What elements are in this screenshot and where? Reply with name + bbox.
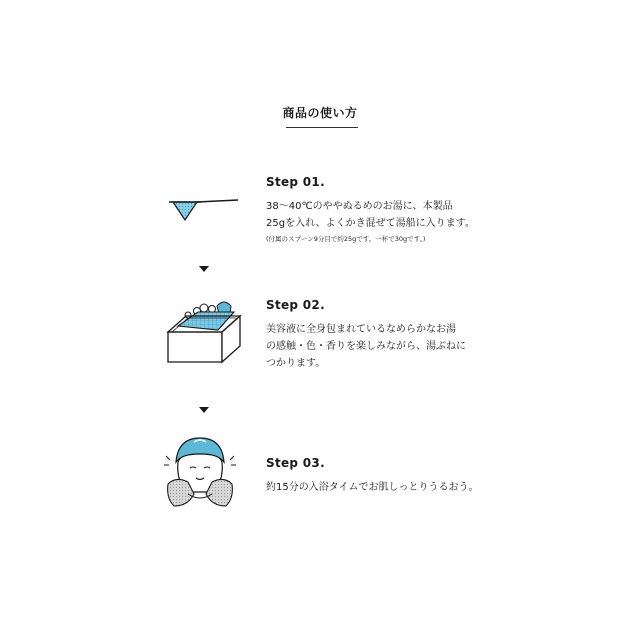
step-text-line: の感触・色・香りを楽しみながら、湯ぶねに [266, 341, 466, 352]
step-text-line: 約15分の入浴タイムでお肌しっとりうるおう。 [266, 482, 479, 493]
step-text-line: 38〜40℃のややぬるめのお湯に、本製品 [266, 201, 453, 212]
step-text-line: 美容液に全身包まれているなめらかなお湯 [266, 324, 456, 335]
step-02 [266, 298, 466, 372]
step-01 [266, 175, 475, 245]
step-03 [266, 456, 479, 496]
step-text-line: 25gを入れ、よくかき混ぜて湯船に入ります。 [266, 218, 475, 229]
step-note: (付属のスプーン9分目で約25gです。一杯で30gです。) [266, 235, 426, 243]
step-label: Step 01. [266, 175, 325, 189]
down-arrow-icon [199, 407, 209, 413]
step-label: Step 02. [266, 298, 325, 312]
bathtub-icon [164, 296, 244, 364]
measuring-spoon-icon [166, 193, 242, 225]
down-arrow-icon [199, 266, 209, 272]
step-text-line: つかります。 [266, 358, 326, 369]
section-title: 商品の使い方 [282, 106, 358, 120]
face-towel-icon [160, 432, 240, 512]
step-label: Step 03. [266, 456, 325, 470]
title-underline [286, 127, 358, 128]
